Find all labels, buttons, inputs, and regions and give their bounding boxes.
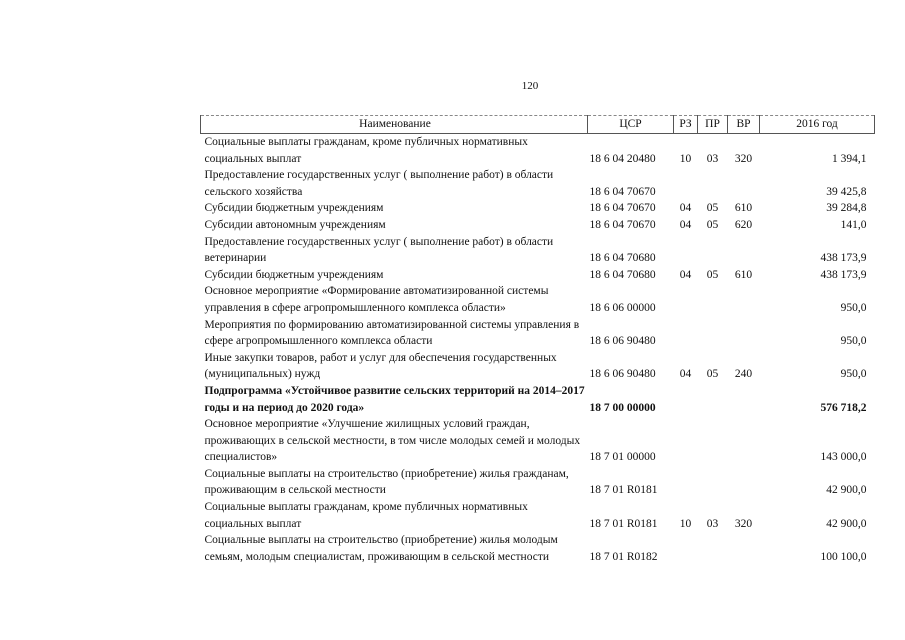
cell-sum: 42 900,0 <box>826 484 867 497</box>
cell-vr <box>728 167 760 200</box>
table-row <box>201 283 875 316</box>
cell-pr <box>698 466 728 499</box>
cell-name: Субсидии автономным учреждениям <box>204 218 386 231</box>
cell-vr: 320 <box>734 517 753 530</box>
cell-vr: 610 <box>734 202 753 215</box>
cell-csr: 18 6 04 70680 <box>589 268 656 281</box>
cell-pr <box>698 283 728 316</box>
header-sum: 2016 год <box>760 116 875 134</box>
cell-csr: 18 6 06 90480 <box>589 368 656 381</box>
cell-sum: 950,0 <box>840 335 867 348</box>
cell-vr: 620 <box>734 218 753 231</box>
cell-rz <box>674 532 698 565</box>
cell-pr <box>698 416 728 466</box>
cell-name: Социальные выплаты на строительство (приобретение) жилья гражданам, проживающим в сельской местности <box>204 467 569 497</box>
table-row <box>201 134 875 168</box>
cell-name: Подпрограмма «Устойчивое развитие сельских территорий на 2014–2017 годы и на период до 2020 года» <box>204 384 585 414</box>
table-body <box>201 134 875 566</box>
cell-name: Субсидии бюджетным учреждениям <box>204 268 384 281</box>
cell-csr: 18 6 04 20480 <box>589 152 656 165</box>
cell-csr: 18 6 04 70670 <box>589 185 656 198</box>
cell-sum: 438 173,9 <box>820 252 867 265</box>
cell-rz <box>674 383 698 416</box>
cell-pr <box>698 532 728 565</box>
cell-vr: 610 <box>734 268 753 281</box>
cell-vr: 240 <box>734 368 753 381</box>
table-row <box>201 234 875 267</box>
cell-csr: 18 7 01 00000 <box>589 451 656 464</box>
cell-pr: 05 <box>706 218 719 231</box>
cell-name: Субсидии бюджетным учреждениям <box>204 202 384 215</box>
table-row <box>201 200 875 217</box>
header-vr: ВР <box>728 116 760 134</box>
cell-name: Иные закупки товаров, работ и услуг для обеспечения государственных (муниципальных) нужд <box>204 351 557 381</box>
cell-rz: 04 <box>679 368 692 381</box>
cell-rz <box>674 416 698 466</box>
cell-pr: 03 <box>706 517 719 530</box>
cell-pr <box>698 167 728 200</box>
cell-csr: 18 7 01 R0181 <box>589 517 658 530</box>
cell-pr: 05 <box>706 368 719 381</box>
cell-sum: 141,0 <box>840 218 867 231</box>
cell-sum: 1 394,1 <box>832 152 867 165</box>
table-row <box>201 267 875 284</box>
table-row <box>201 317 875 350</box>
cell-rz: 10 <box>679 152 692 165</box>
cell-rz <box>674 234 698 267</box>
header-csr: ЦСР <box>588 116 674 134</box>
cell-pr: 05 <box>706 268 719 281</box>
cell-rz: 04 <box>679 218 692 231</box>
cell-sum: 438 173,9 <box>820 268 867 281</box>
budget-table <box>200 115 875 565</box>
cell-name: Основное мероприятие «Улучшение жилищных условий граждан, проживающих в сельской местности, в том числе молодых семей и молодых специалистов» <box>204 418 581 464</box>
header-name: Наименование <box>201 116 588 134</box>
cell-csr: 18 6 04 70680 <box>589 252 656 265</box>
cell-vr <box>728 532 760 565</box>
cell-sum: 100 100,0 <box>820 550 867 563</box>
table-row <box>201 532 875 565</box>
cell-csr: 18 6 04 70670 <box>589 202 656 215</box>
page-number: 120 <box>521 80 539 92</box>
table-row <box>201 217 875 234</box>
cell-vr <box>728 283 760 316</box>
cell-sum: 143 000,0 <box>820 451 867 464</box>
cell-rz: 04 <box>679 202 692 215</box>
table-header <box>201 116 875 134</box>
cell-vr <box>728 416 760 466</box>
cell-name: Предоставление государственных услуг ( выполнение работ) в области сельского хозяйства <box>204 169 554 198</box>
cell-csr: 18 6 06 00000 <box>589 301 656 314</box>
cell-rz <box>674 317 698 350</box>
cell-csr: 18 7 01 R0181 <box>589 484 658 497</box>
table-row <box>201 499 875 532</box>
cell-pr <box>698 317 728 350</box>
table-row <box>201 416 875 466</box>
cell-csr: 18 7 00 00000 <box>589 401 656 414</box>
table-row <box>201 350 875 383</box>
cell-vr <box>728 317 760 350</box>
cell-name: Социальные выплаты гражданам, кроме публичных нормативных социальных выплат <box>204 501 528 530</box>
cell-rz <box>674 283 698 316</box>
cell-rz: 04 <box>679 268 692 281</box>
cell-sum: 950,0 <box>840 368 867 381</box>
cell-name: Мероприятия по формированию автоматизированной системы управления в сфере агропромышленного комплекса области <box>204 318 580 348</box>
cell-sum: 39 284,8 <box>826 202 867 215</box>
table-row <box>201 383 875 416</box>
cell-sum: 39 425,8 <box>826 185 867 198</box>
cell-rz <box>674 167 698 200</box>
cell-vr <box>728 383 760 416</box>
cell-vr: 320 <box>734 152 753 165</box>
cell-pr <box>698 234 728 267</box>
table-row <box>201 466 875 499</box>
header-rz: РЗ <box>674 116 698 134</box>
cell-sum: 576 718,2 <box>820 401 867 414</box>
cell-name: Предоставление государственных услуг ( выполнение работ) в области ветеринарии <box>204 235 554 265</box>
cell-pr: 03 <box>706 152 719 165</box>
cell-rz: 10 <box>679 517 692 530</box>
cell-sum: 950,0 <box>840 301 867 314</box>
cell-pr: 05 <box>706 202 719 215</box>
cell-name: Основное мероприятие «Формирование автоматизированной системы управления в сфере агропромышленного комплекса области» <box>204 285 549 314</box>
cell-csr: 18 6 04 70670 <box>589 218 656 231</box>
table-row <box>201 167 875 200</box>
cell-name: Социальные выплаты на строительство (приобретение) жилья молодым семьям, молодым специалистам, проживающим в сельской местности <box>204 534 558 563</box>
cell-pr <box>698 383 728 416</box>
header-pr: ПР <box>698 116 728 134</box>
cell-rz <box>674 466 698 499</box>
cell-name: Социальные выплаты гражданам, кроме публичных нормативных социальных выплат <box>204 136 528 165</box>
cell-csr: 18 7 01 R0182 <box>589 550 658 563</box>
cell-sum: 42 900,0 <box>826 517 867 530</box>
cell-vr <box>728 234 760 267</box>
cell-csr: 18 6 06 90480 <box>589 335 656 348</box>
cell-vr <box>728 466 760 499</box>
